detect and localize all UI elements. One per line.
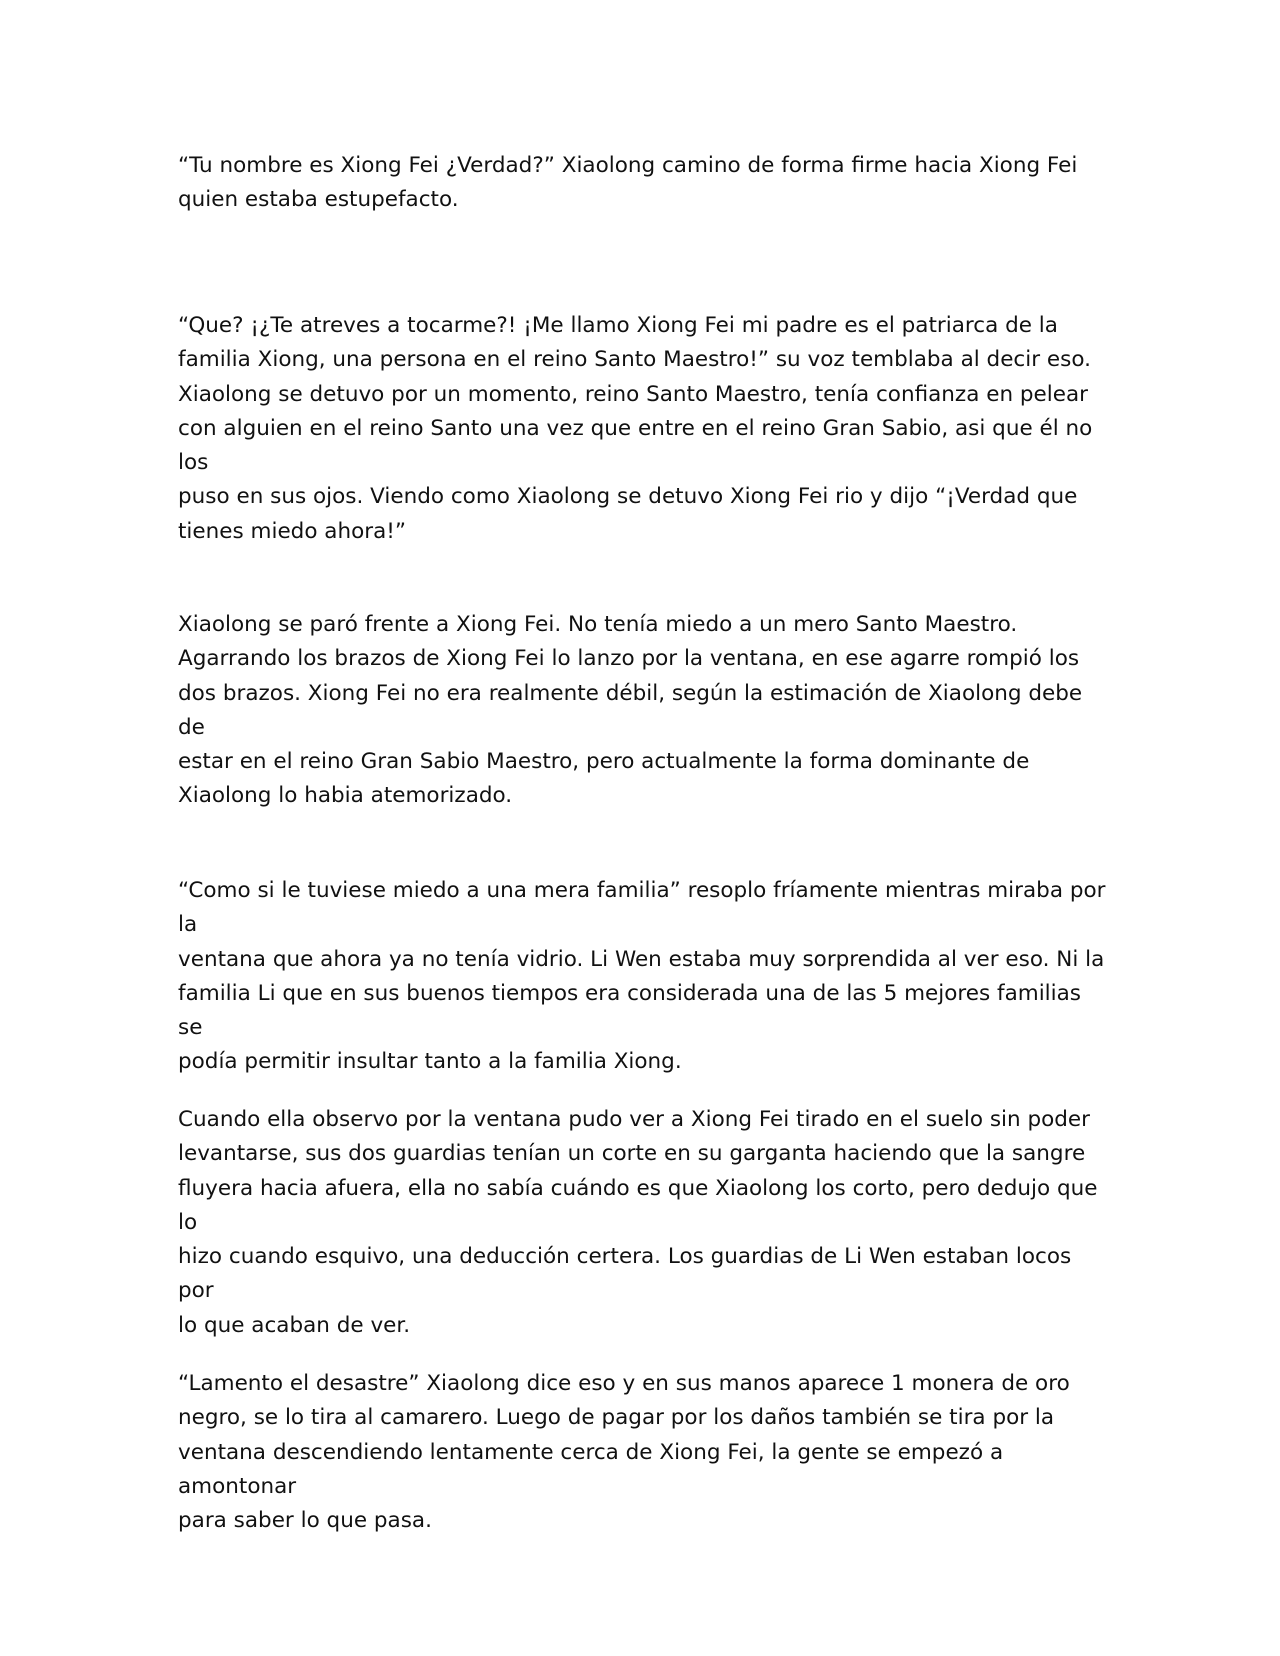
paragraph-4: “Como si le tuviese miedo a una mera familia” resoplo fríamente mientras miraba por la ventana que ahora ya no tenía vidrio. Li Wen estaba muy sorprendida al ver eso. Ni la familia Li que en sus buenos tiempos era considerada una de las 5 mejores familias se podía permitir insultar tanto a la familia Xiong. bbox=[178, 878, 1106, 1075]
paragraph-6: “Lamento el desastre” Xiaolong dice eso y en sus manos aparece 1 monera de oro negro, se lo tira al camarero. Luego de pagar por los daños también se tira por la ventana descendiendo lentamente cerca de Xiong Fei, la gente se empezó a amontonar para saber lo que pasa. bbox=[178, 1371, 1070, 1534]
paragraph-3: Xiaolong se paró frente a Xiong Fei. No tenía miedo a un mero Santo Maestro. Agarrando los brazos de Xiong Fei lo lanzo por la ventana, en ese agarre rompió los dos brazos. Xiong Fei no era realmente débil, según la estimación de Xiaolong debe de estar en el reino Gran Sabio Maestro, pero actualmente la forma dominante de Xiaolong lo habia atemorizado. bbox=[178, 612, 1083, 809]
paragraph-5: Cuando ella observo por la ventana pudo ver a Xiong Fei tirado en el suelo sin poder levantarse, sus dos guardias tenían un corte en su garganta haciendo que la sangre fluyera hacia afuera, ella no sabía cuándo es que Xiaolong los corto, pero dedujo que lo hizo cuando esquivo, una deducción certera. Los guardias de Li Wen estaban locos por lo que acaban de ver. bbox=[178, 1107, 1098, 1338]
paragraph-2: “Que? ¡¿Te atreves a tocarme?! ¡Me llamo Xiong Fei mi padre es el patriarca de la familia Xiong, una persona en el reino Santo Maestro!” su voz temblaba al decir eso. Xiaolong se detuvo por un momento, reino Santo Maestro, tenía confianza en pelear con alguien en el reino Santo una vez que entre en el reino Gran Sabio, asi que él no los puso en sus ojos. Viendo como Xiaolong se detuvo Xiong Fei rio y dijo “¡Verdad que tienes miedo ahora!” bbox=[178, 313, 1093, 544]
paragraph-1: “Tu nombre es Xiong Fei ¿Verdad?” Xiaolong camino de forma firme hacia Xiong Fei quien estaba estupefacto. bbox=[178, 153, 1078, 213]
